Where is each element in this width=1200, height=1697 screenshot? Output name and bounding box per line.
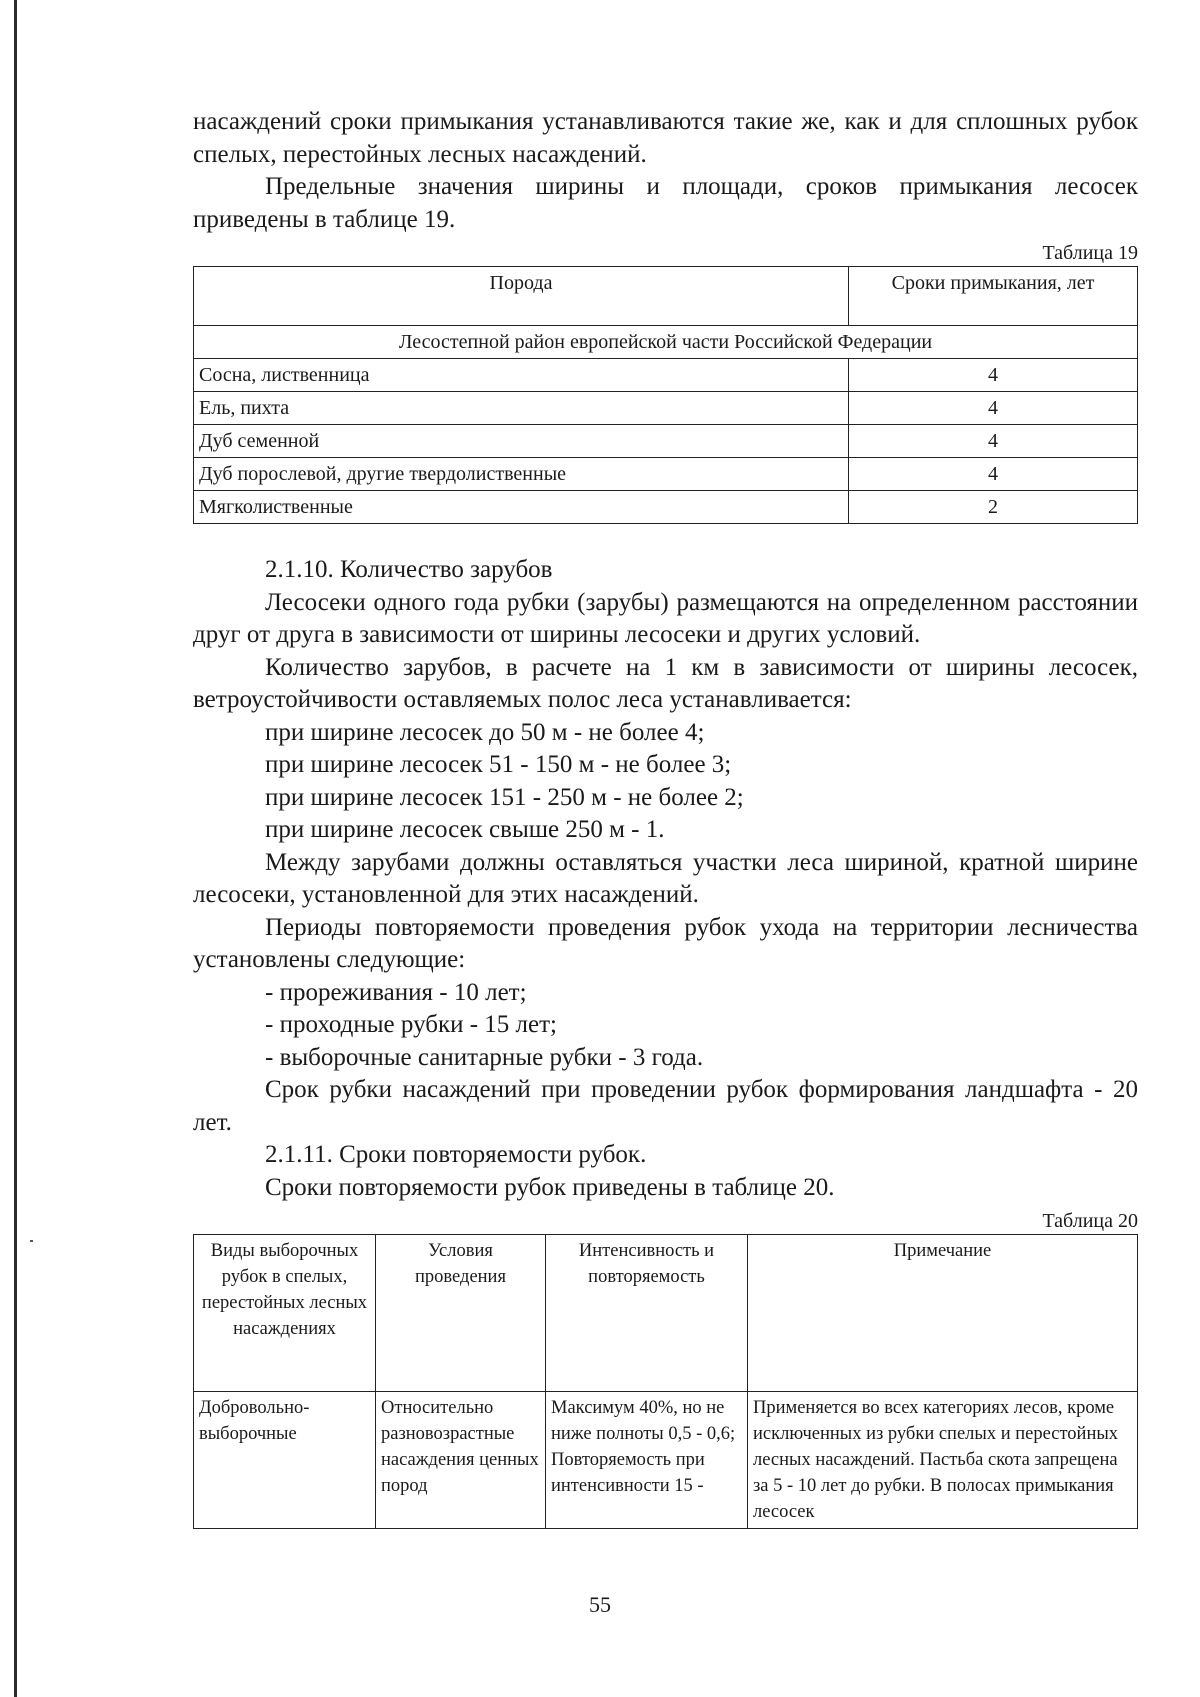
period-item: - проходные рубки - 15 лет; bbox=[265, 1011, 558, 1038]
table-20 bbox=[193, 1234, 1138, 1529]
table19-years: 4 bbox=[849, 458, 1138, 491]
table-row bbox=[194, 359, 1138, 392]
section-2-1-10-heading: 2.1.10. Количество зарубов bbox=[265, 556, 553, 583]
table-row bbox=[194, 1392, 1138, 1529]
table19-species: Дуб порослевой, другие твердолиственные bbox=[194, 458, 849, 491]
table19-header-species: Порода bbox=[194, 267, 849, 326]
table19-region: Лесостепной район европейской части Российской Федерации bbox=[194, 326, 1138, 359]
section-2-1-10-paragraph: Лесосеки одного года рубки (зарубы) размещаются на определенном расстоянии друг от друга в зависимости от ширины лесосеки и других условий. bbox=[193, 588, 1138, 648]
table19-years: 4 bbox=[849, 392, 1138, 425]
table20-note: Применяется во всех категориях лесов, кроме исключенных из рубки спелых и перестойных лесных насаждений. Пастьба скота запрещена за 5 - 10 лет до рубки. В полосах примыкания лесосек bbox=[748, 1392, 1138, 1529]
table19-species: Мягколиственные bbox=[194, 491, 849, 524]
width-rule-item: при ширине лесосек 151 - 250 м - не более 2; bbox=[265, 783, 744, 811]
section-2-1-10-paragraph: Между зарубами должны оставляться участки леса шириной, кратной ширине лесосеки, установленной для этих насаждений. bbox=[193, 848, 1138, 908]
table19-header-years: Сроки примыкания, лет bbox=[849, 267, 1138, 326]
period-item: - прореживания - 10 лет; bbox=[265, 978, 527, 1006]
paragraph-continuation: насаждений сроки примыкания устанавливаются такие же, как и для сплошных рубок спелых, перестойных лесных насаждений. bbox=[193, 108, 1138, 168]
width-rule-item: при ширине лесосек свыше 250 м - 1. bbox=[265, 816, 665, 843]
table19-species: Сосна, лиственница bbox=[194, 359, 849, 392]
table-19 bbox=[193, 266, 1138, 524]
scan-speck bbox=[30, 1240, 33, 1242]
table19-caption: Таблица 19 bbox=[1042, 242, 1138, 264]
page-number: 55 bbox=[589, 1592, 611, 1617]
spacer bbox=[193, 524, 1138, 554]
page-content bbox=[193, 106, 1138, 1529]
table19-years: 2 bbox=[849, 491, 1138, 524]
table20-header-type: Виды выборочных рубок в спелых, перестойных лесных насаждениях bbox=[194, 1235, 376, 1392]
table19-species: Дуб семенной bbox=[194, 425, 849, 458]
table20-conditions: Относительно разновозрастные насаждения ценных пород bbox=[376, 1392, 546, 1529]
table20-header-note: Примечание bbox=[748, 1235, 1138, 1392]
table20-header-row bbox=[194, 1235, 1138, 1392]
table-row bbox=[194, 425, 1138, 458]
table19-species: Ель, пихта bbox=[194, 392, 849, 425]
table20-header-conditions: Условия проведения bbox=[376, 1235, 546, 1392]
period-item: - выборочные санитарные рубки - 3 года. bbox=[265, 1043, 704, 1071]
section-2-1-10-paragraph: Периоды повторяемости проведения рубок ухода на территории лесничества установлены следующие: bbox=[193, 913, 1138, 973]
width-rule-item: при ширине лесосек до 50 м - не более 4; bbox=[265, 718, 705, 746]
table20-intensity: Максимум 40%, но не ниже полноты 0,5 - 0,6; Повторяемость при интенсивности 15 - bbox=[546, 1392, 748, 1529]
table19-header-row bbox=[194, 267, 1138, 326]
section-2-1-10-paragraph: Количество зарубов, в расчете на 1 км в зависимости от ширины лесосек, ветроустойчивости оставляемых полос леса устанавливается: bbox=[193, 653, 1138, 713]
section-2-1-11-heading: 2.1.11. Сроки повторяемости рубок. bbox=[265, 1141, 647, 1168]
table20-type: Добровольно-выборочные bbox=[194, 1392, 376, 1529]
table19-region-row bbox=[194, 326, 1138, 359]
table19-years: 4 bbox=[849, 425, 1138, 458]
width-rule-item: при ширине лесосек 51 - 150 м - не более 3; bbox=[265, 751, 732, 778]
table20-caption: Таблица 20 bbox=[1042, 1210, 1138, 1232]
section-2-1-10-paragraph: Срок рубки насаждений при проведении рубок формирования ландшафта - 20 лет. bbox=[193, 1076, 1138, 1136]
section-2-1-11-paragraph: Сроки повторяемости рубок приведены в таблице 20. bbox=[265, 1173, 835, 1201]
scan-edge bbox=[14, 0, 17, 1697]
paragraph-table19-intro: Предельные значения ширины и площади, сроков примыкания лесосек приведены в таблице 19. bbox=[193, 173, 1138, 233]
table-row bbox=[194, 458, 1138, 491]
table20-header-intensity: Интенсивность и повторяемость bbox=[546, 1235, 748, 1392]
table-row bbox=[194, 392, 1138, 425]
table19-years: 4 bbox=[849, 359, 1138, 392]
table-row bbox=[194, 491, 1138, 524]
